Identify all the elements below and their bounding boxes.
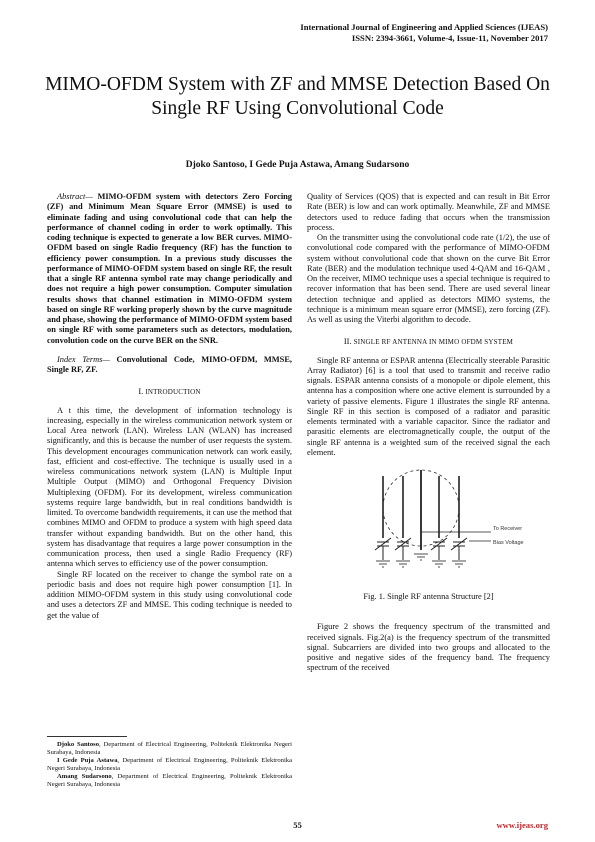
right-paragraph-2: On the transmitter using the convolutional code rate (1/2), the use of convolutional code compared with the performance of MIMO-OFDM system without convolutional code that shown on the curve Bit Error Rate (BER) and the modulation technique used 4-QAM and 16-QAM , On the receiver, MIMO technique uses a special technique is required to recover information that has been send. There are used several linear detection technique and applied as detectors MIMO systems, the technique is a minimum mean square error (MMSE), zero forcing (ZF). As well as using the Viterbi algorithm to decode. <box>307 233 550 324</box>
section-heading-single-rf <box>307 337 550 347</box>
footnote-text: , Department of Electrical Engineering, Politeknik Elektronika Negeri Surabaya, Indonesia <box>47 741 292 756</box>
right-paragraph-1: Quality of Services (QOS) that is expected and can result in Bit Error Rate (BER) is low and can work optimally. Meanwhile, ZF and MMSE detectors used to reduce fading that occurs when the transmission process. <box>307 192 550 232</box>
journal-header <box>300 22 548 44</box>
footnote <box>47 741 292 757</box>
spectrum-paragraph: Figure 2 shows the frequency spectrum of the transmitted and received signals. Fig.2(a) is the frequency spectrum of the transmitted signal. Subcarriers are divided into two groups and allocated to the positive and negative sides of the frequency band. The frequency spectrum of the received <box>307 622 550 673</box>
abstract-text: MIMO-OFDM system with detectors Zero Forcing (ZF) and Minimum Mean Square Error (MMSE) is used to eliminate fading and using convolutional code that can help the performance of channel coding in order to work optimally. This coding technique is expected to generate a low BER curves. MIMO-OFDM based on single Radio frequency (RF) has the function to efficiency power consumption. In a previous study discusses the performance of MIMO-OFDM system based on single RF, the result that a single RF antenna symbol rate may change periodically and does not require a high power consumption. Computer simulation results shows that channel estimation in MIMO-OFDM system based on single RF working properly shown by the curve magnitude and phase, showing the performance of MIMO-OFDM system based on single RF with some parameters such as detectors, modulation, convolution code on the curve BER on the SNR. <box>47 192 292 345</box>
paper-title: MIMO-OFDM System with ZF and MMSE Detection Based On Single RF Using Convolutional Code <box>45 74 550 120</box>
footnote-text: , Department of Electrical Engineering, Politeknik Elektronika Negeri Surabaya, Indonesia <box>47 773 292 788</box>
figure-single-rf-antenna <box>307 466 550 586</box>
index-terms <box>47 355 292 376</box>
abstract-label: Abstract— <box>57 192 93 201</box>
single-rf-paragraph: Single RF antenna or ESPAR antenna (Electrically steerable Parasitic Array Radiator) [6] is a tool that used to transmit and receive radio signals. ESPAR antenna consists of a monopole or dipole element, this antenna has a composition where one active element is surrounded by a variety of passive elements. Figure 1 illustrates the single RF antenna. Single RF in this section is composed of a radiator and parasitic elements terminated with a variable capacitor. Since the radiator and parasitic elements are electromagnetically couple, the output of the single RF antenna is a weighted sum of the received signal the each element. <box>307 355 550 457</box>
section-title: INTRODUCTION <box>145 388 201 397</box>
footnote-text: , Department of Electrical Engineering, Politeknik Elektronika Negeri Surabaya, Indonesia <box>47 757 292 772</box>
footnote <box>47 757 292 773</box>
index-terms-label: Index Terms— <box>57 354 110 364</box>
author-footnotes <box>47 736 292 789</box>
left-column <box>47 192 292 621</box>
journal-name: International Journal of Engineering and Applied Sciences (IJEAS) <box>300 22 548 32</box>
journal-issn: ISSN: 2394-3661, Volume-4, Issue-11, November 2017 <box>351 33 548 43</box>
footnote-name: Amang Sudarsono <box>57 773 112 780</box>
receiver-label: To Receiver <box>493 526 523 532</box>
page-number: 55 <box>293 820 302 830</box>
right-column <box>307 192 550 674</box>
bias-label: Bias Voltage <box>493 540 524 546</box>
intro-paragraph-2: Single RF located on the receiver to change the symbol rate on a periodic basis and does not require high power consumption [1]. In addition MIMO-OFDM system in this study using convolutional code and uses a detectors ZF and MMSE. This coding technique is needed to get the value of <box>47 569 292 620</box>
antenna-diagram <box>341 466 541 586</box>
section-number: I. <box>138 387 144 397</box>
section-title: SINGLE RF ANTENNA IN MIMO OFDM SYSTEM <box>353 338 514 347</box>
section-heading-introduction <box>47 387 292 397</box>
footnote-name: Djoko Santoso <box>57 741 100 748</box>
ground-symbols <box>376 554 466 567</box>
journal-website[interactable]: www.ijeas.org <box>496 820 548 830</box>
section-number: II. <box>343 337 352 347</box>
intro-paragraph-1: A t this time, the development of information technology is increasing, especially in the wireless communication network system or Local Area network (LAN). Wireless LAN (WLAN) has increased significantly, and this is because the number of user requests the system. This development encourages communication network can work easily, fast, efficient and cost-effective. The technique is usually used in a wireless communications network system (LAN) is Multiple Input Multiple Output (MIMO) and Orthogonal Frequency Division Multiplexing (OFDM). For its development, wireless communication systems require large bandwidth, but in real conditions bandwidth is limited. To overcome bandwidth requirements, it can use the method that combines MIMO and OFDM to produce a system with high speed data transfer without expanding bandwidth. But on the other hand, this system has disadvantage that requires a large power consumption in the communication process, then used a single Radio Frequency (RF) antenna which serves to efficiency use of the power consumption. <box>47 405 292 569</box>
index-terms-text: Convolutional Code, MIMO-OFDM, MMSE, Single RF, ZF. <box>47 354 293 374</box>
footnote <box>47 773 292 789</box>
figure-caption: Fig. 1. Single RF antenna Structure [2] <box>363 592 494 601</box>
paper-authors: Djoko Santoso, I Gede Puja Astawa, Amang Sudarsono <box>185 160 410 170</box>
footnote-rule <box>47 736 127 737</box>
abstract <box>47 192 292 346</box>
footnote-name: I Gede Puja Astawa <box>57 757 118 764</box>
